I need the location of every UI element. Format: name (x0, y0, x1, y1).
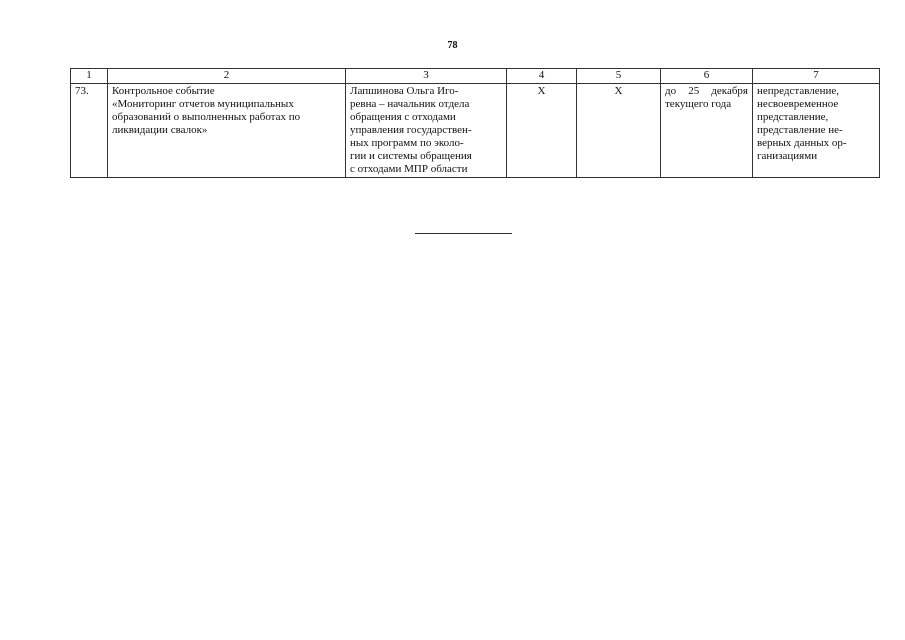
page-number: 78 (447, 40, 458, 51)
header-col-3: 3 (346, 69, 507, 84)
deadline: до 25 декабря текущего года (661, 84, 753, 178)
header-col-2: 2 (108, 69, 346, 84)
control-events-table (70, 68, 880, 178)
header-col-1: 1 (71, 69, 108, 84)
row-number: 73. (71, 84, 108, 178)
control-event-description: Контрольное событие «Мониторинг отчетов муниципальных образований о выполненных работах по ликвидации свалок» (108, 84, 346, 178)
responsible-person: Лапшинова Ольга Иго- ревна – начальник отдела обращения с отходами управления государствен- ных программ по эколо- гии и системы обращения с отходами МПР области (346, 84, 507, 178)
header-col-7: 7 (753, 69, 880, 84)
risk-description: непредставление, несвоевременное представление, представление не- верных данных ор- ганизациями (753, 84, 880, 178)
header-col-6: 6 (661, 69, 753, 84)
table-header-row (71, 69, 880, 84)
col-4-mark: X (507, 84, 577, 178)
end-separator-line (415, 233, 512, 234)
header-col-5: 5 (577, 69, 661, 84)
header-col-4: 4 (507, 69, 577, 84)
col-5-mark: X (577, 84, 661, 178)
table-row (71, 84, 880, 178)
